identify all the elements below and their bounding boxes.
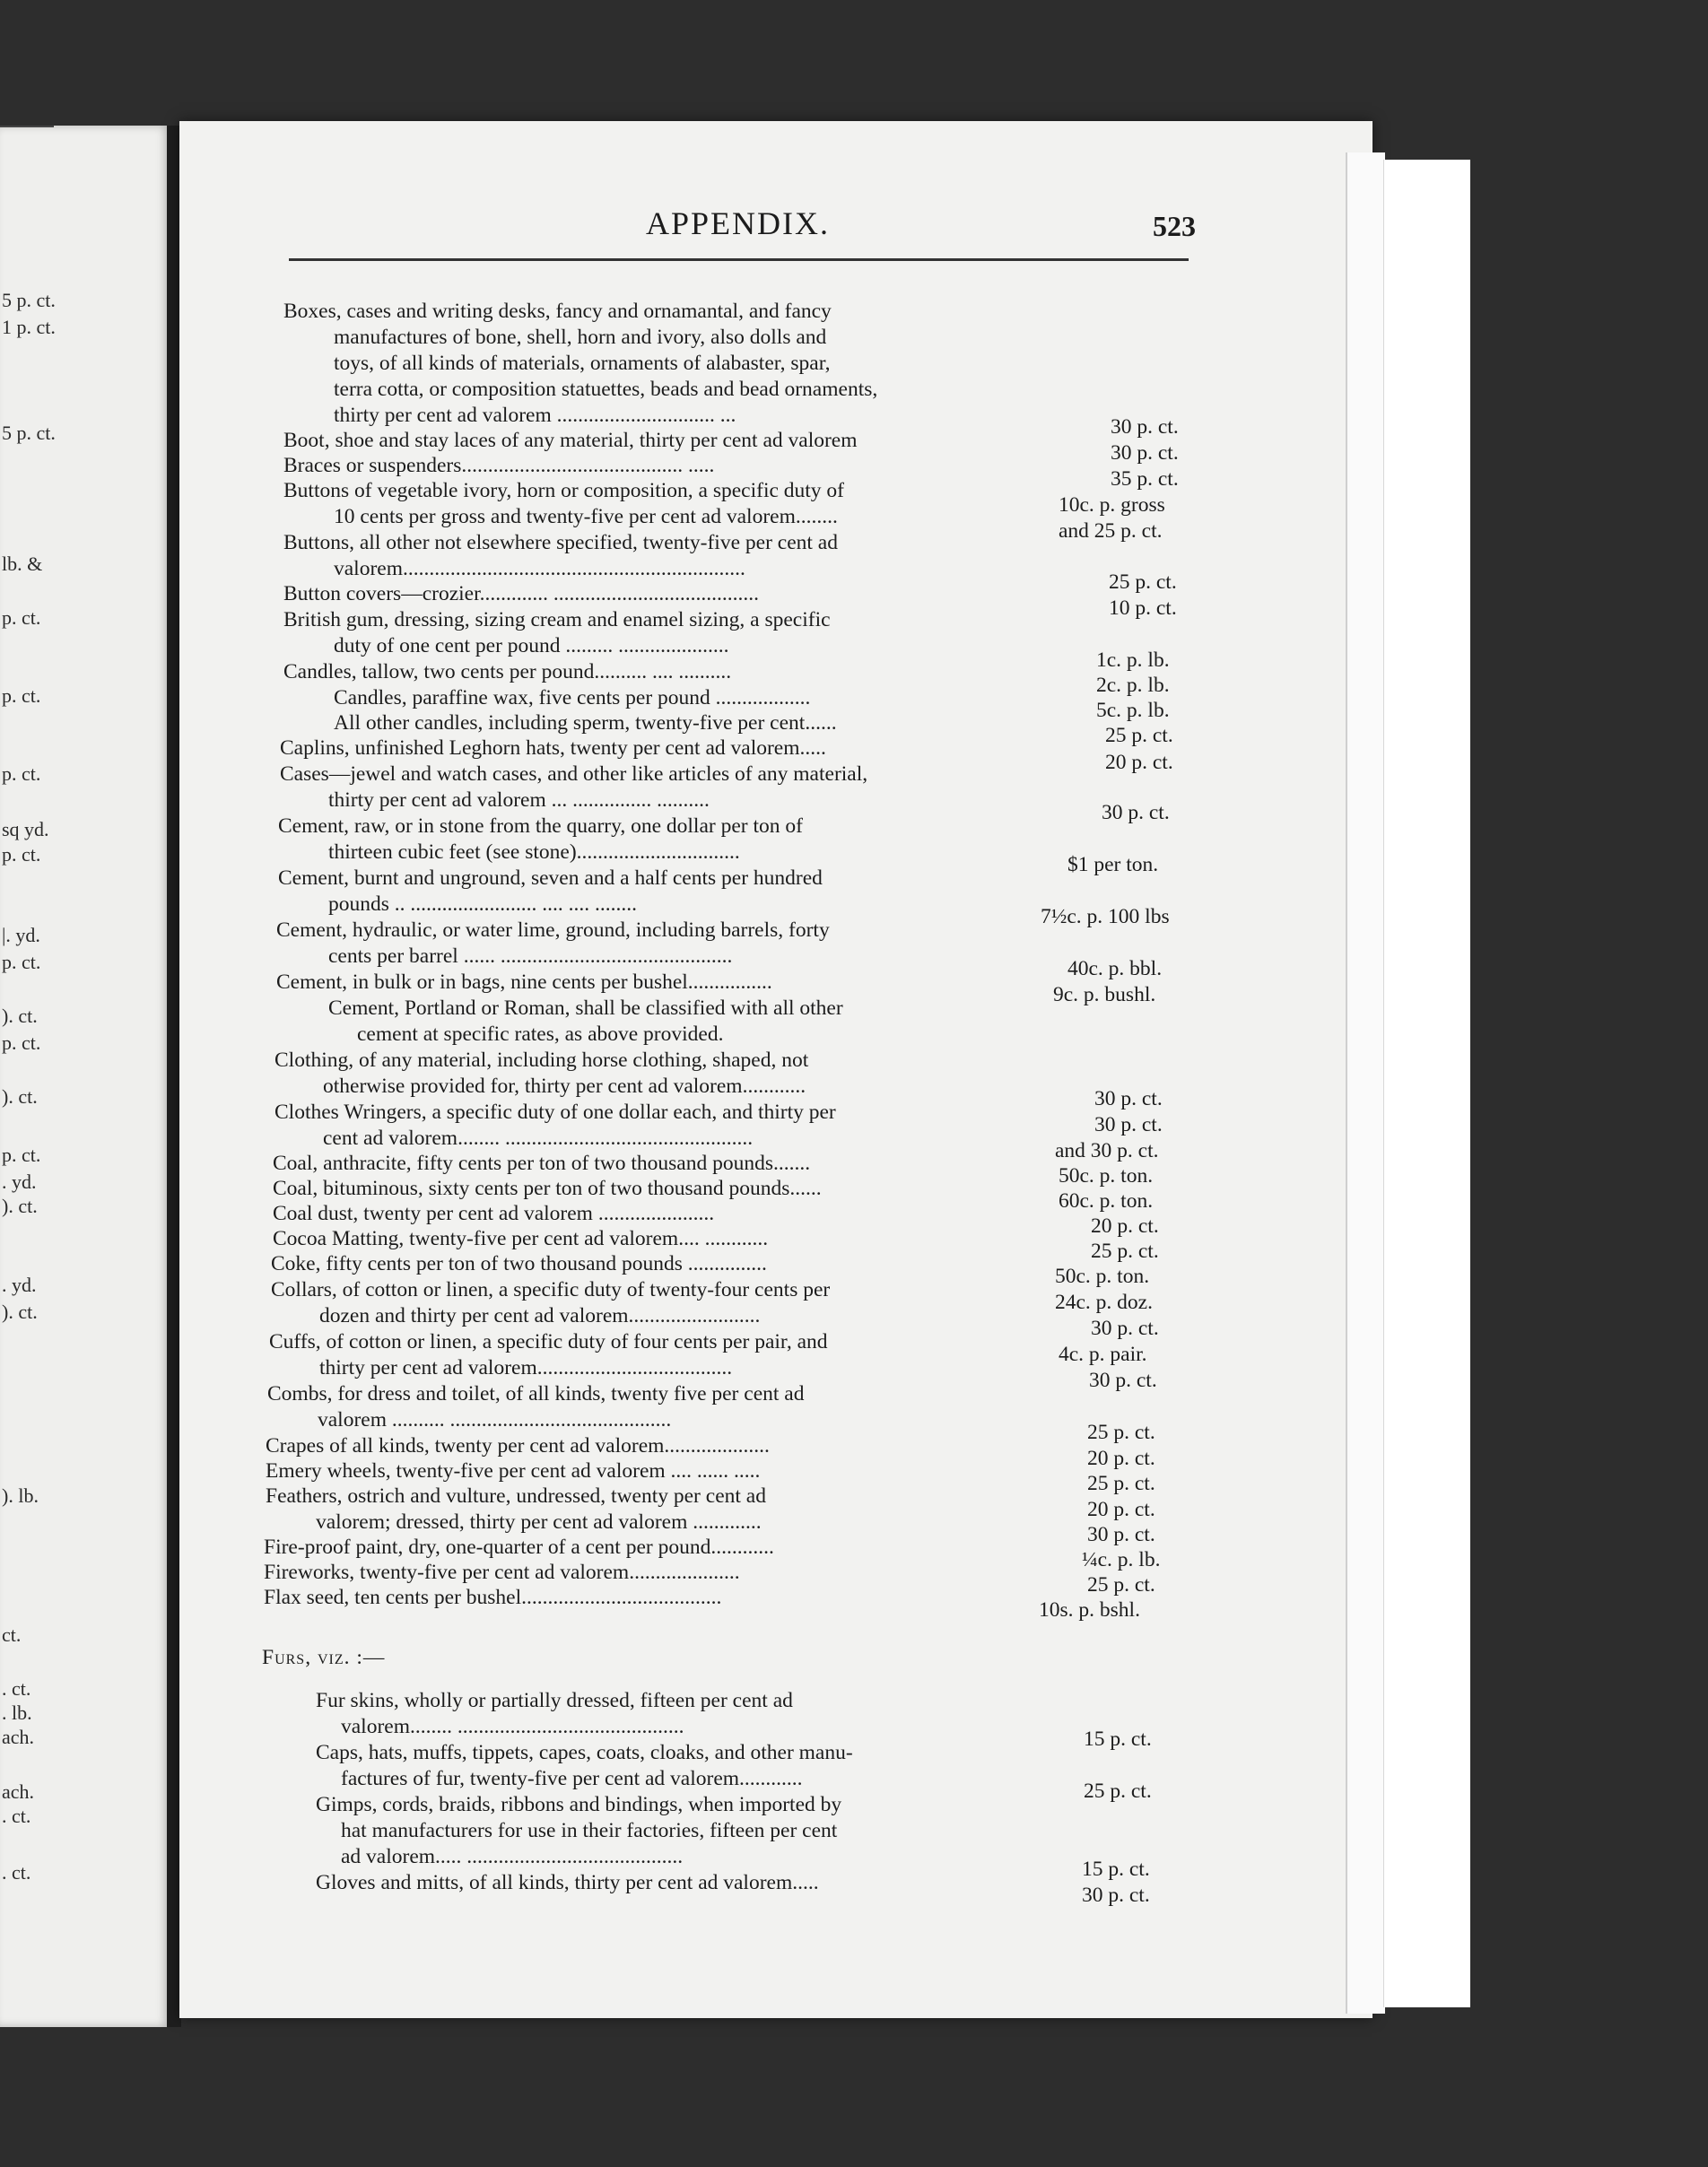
- rate-value: 25 p. ct.: [1109, 570, 1177, 594]
- left-page-fragment: . yd.: [2, 1274, 37, 1296]
- left-page-fragment: . ct.: [2, 1677, 31, 1700]
- entry-line: Flax seed, ten cents per bushel......................................: [264, 1586, 722, 1609]
- left-page-fragment: 5 p. ct.: [2, 289, 56, 311]
- entry-line: Cuffs, of cotton or linen, a specific duty of four cents per pair, and: [269, 1330, 828, 1353]
- entry-line: Candles, paraffine wax, five cents per pound ..................: [334, 686, 811, 709]
- entry-line: Cocoa Matting, twenty-five per cent ad valorem.... ............: [273, 1227, 769, 1250]
- entry-line: otherwise provided for, thirty per cent ad valorem............: [323, 1075, 806, 1098]
- left-page-fragment: p. ct.: [2, 951, 41, 973]
- entry-line: thirteen cubic feet (see stone)...............................: [328, 840, 740, 864]
- left-page-fragment: . yd.: [2, 1171, 37, 1193]
- entry-line: Furs, viz. :—: [262, 1646, 386, 1669]
- left-page-fragment: . ct.: [2, 1861, 31, 1884]
- rate-value: 10s. p. bshl.: [1039, 1598, 1140, 1622]
- rate-value: 25 p. ct.: [1091, 1240, 1159, 1263]
- rate-value: 30 p. ct.: [1094, 1087, 1163, 1110]
- rate-value: 2c. p. lb.: [1096, 674, 1170, 697]
- entry-line: Feathers, ostrich and vulture, undressed, twenty per cent ad: [266, 1484, 766, 1508]
- entry-line: Boot, shoe and stay laces of any material, thirty per cent ad valorem: [283, 429, 858, 452]
- entry-line: pounds .. ........................ .... .... ........: [328, 892, 638, 916]
- rate-value: 5c. p. lb.: [1096, 699, 1170, 722]
- entry-line: Clothing, of any material, including horse clothing, shaped, not: [274, 1049, 809, 1072]
- rate-value: 7½c. p. 100 lbs: [1041, 905, 1170, 928]
- rate-value: 25 p. ct.: [1087, 1421, 1155, 1444]
- page-stack-edge: [1346, 152, 1385, 2014]
- rate-value: 30 p. ct.: [1087, 1523, 1155, 1546]
- entry-line: Coal dust, twenty per cent ad valorem ......................: [273, 1202, 715, 1225]
- entry-line: Cement, in bulk or in bags, nine cents per bushel................: [276, 970, 772, 994]
- entry-line: cent ad valorem........ ...............................................: [323, 1127, 754, 1150]
- rate-value: 20 p. ct.: [1087, 1447, 1155, 1470]
- rate-value: 25 p. ct.: [1087, 1472, 1155, 1495]
- entry-line: terra cotta, or composition statuettes, beads and bead ornaments,: [334, 378, 878, 401]
- rate-value: 30 p. ct.: [1111, 441, 1179, 465]
- rate-value: 10 p. ct.: [1109, 596, 1177, 620]
- entry-line: ad valorem..... .........................................: [341, 1845, 684, 1868]
- rate-value: 20 p. ct.: [1105, 751, 1173, 774]
- left-page-fragment: |. yd.: [2, 924, 40, 946]
- entry-line: valorem........ ...........................................: [341, 1715, 684, 1738]
- left-page-fragment: p. ct.: [2, 1144, 41, 1166]
- left-page-fragment: ). ct.: [2, 1301, 38, 1323]
- rate-value: 24c. p. doz.: [1055, 1291, 1153, 1314]
- entry-line: Crapes of all kinds, twenty per cent ad valorem....................: [266, 1434, 770, 1458]
- left-page-fragment: p. ct.: [2, 606, 41, 629]
- rate-value: 20 p. ct.: [1091, 1214, 1159, 1238]
- rate-value: 10c. p. gross: [1059, 493, 1165, 517]
- entry-line: Gimps, cords, braids, ribbons and bindings, when imported by: [316, 1793, 842, 1816]
- left-page-fragment: ct.: [2, 1623, 22, 1646]
- running-header: APPENDIX.: [646, 205, 831, 241]
- entry-line: Collars, of cotton or linen, a specific duty of twenty-four cents per: [271, 1278, 831, 1301]
- left-page-rule: [0, 126, 54, 127]
- entry-line: Braces or suspenders.......................................... .....: [283, 454, 715, 477]
- left-page-fragment: ach.: [2, 1780, 35, 1803]
- rate-value: 25 p. ct.: [1084, 1780, 1152, 1803]
- entry-line: valorem.................................................................: [334, 557, 745, 580]
- entry-line: Cases—jewel and watch cases, and other like articles of any material,: [280, 762, 868, 786]
- entry-line: Emery wheels, twenty-five per cent ad valorem .... ...... .....: [266, 1459, 761, 1483]
- left-page-fragment: ). ct.: [2, 1195, 38, 1217]
- entry-line: valorem .......... ..........................................: [318, 1408, 672, 1432]
- entry-line: factures of fur, twenty-five per cent ad valorem............: [341, 1767, 803, 1790]
- entry-line: thirty per cent ad valorem.....................................: [319, 1356, 733, 1379]
- entry-line: toys, of all kinds of materials, ornaments of alabaster, spar,: [334, 352, 831, 375]
- entry-line: Clothes Wringers, a specific duty of one dollar each, and thirty per: [274, 1101, 836, 1124]
- rate-value: 25 p. ct.: [1105, 724, 1173, 747]
- entry-line: hat manufacturers for use in their factories, fifteen per cent: [341, 1819, 838, 1842]
- left-page-fragment: . lb.: [2, 1701, 32, 1724]
- entry-line: Combs, for dress and toilet, of all kinds, twenty five per cent ad: [267, 1382, 805, 1406]
- rate-value: 30 p. ct.: [1102, 801, 1170, 824]
- page-number: 523: [1153, 210, 1196, 242]
- entry-line: Cement, burnt and unground, seven and a half cents per hundred: [278, 866, 823, 890]
- rate-value: 30 p. ct.: [1094, 1113, 1163, 1136]
- left-page-fragment: p. ct.: [2, 762, 41, 785]
- rate-value: 40c. p. bbl.: [1068, 957, 1163, 980]
- entry-line: Candles, tallow, two cents per pound.......... .... ..........: [283, 660, 732, 683]
- rate-value: $1 per ton.: [1068, 853, 1159, 876]
- entry-line: dozen and thirty per cent ad valorem.........................: [319, 1304, 761, 1327]
- left-page-fragment: 5 p. ct.: [2, 422, 56, 444]
- entry-line: Boxes, cases and writing desks, fancy and ornamantal, and fancy: [283, 300, 832, 323]
- entry-line: thirty per cent ad valorem ... ............... ..........: [328, 788, 710, 812]
- entry-line: Caplins, unfinished Leghorn hats, twenty per cent ad valorem.....: [280, 736, 826, 760]
- entry-line: Buttons, all other not elsewhere specified, twenty-five per cent ad: [283, 531, 838, 554]
- rate-value: 35 p. ct.: [1111, 467, 1179, 491]
- entry-line: Fire-proof paint, dry, one-quarter of a cent per pound............: [264, 1536, 774, 1559]
- rate-value: ¼c. p. lb.: [1082, 1548, 1161, 1571]
- rate-value: 15 p. ct.: [1084, 1728, 1152, 1751]
- rate-value: 30 p. ct.: [1082, 1884, 1150, 1907]
- entry-line: Coal, bituminous, sixty cents per ton of two thousand pounds......: [273, 1177, 822, 1200]
- entry-line: valorem; dressed, thirty per cent ad valorem .............: [316, 1510, 762, 1534]
- entry-line: Caps, hats, muffs, tippets, capes, coats, cloaks, and other manu-: [316, 1741, 853, 1764]
- rate-value: 9c. p. bushl.: [1053, 983, 1156, 1006]
- rate-value: 50c. p. ton.: [1059, 1164, 1154, 1188]
- entry-line: Cement, hydraulic, or water lime, ground, including barrels, forty: [276, 918, 830, 942]
- rate-value: 20 p. ct.: [1087, 1498, 1155, 1521]
- entry-line: cents per barrel ...... ............................................: [328, 944, 733, 968]
- entry-line: 10 cents per gross and twenty-five per cent ad valorem........: [334, 505, 838, 528]
- entry-line: Buttons of vegetable ivory, horn or composition, a specific duty of: [283, 479, 845, 502]
- entry-line: Fur skins, wholly or partially dressed, fifteen per cent ad: [316, 1689, 793, 1712]
- left-page-fragment: ). ct.: [2, 1005, 38, 1027]
- entry-line: Cement, raw, or in stone from the quarry, one dollar per ton of: [278, 814, 803, 838]
- left-page-fragment: lb. &: [2, 553, 43, 575]
- entry-line: Cement, Portland or Roman, shall be classified with all other: [328, 996, 843, 1020]
- entry-line: Button covers—crozier............. .......................................: [283, 582, 759, 605]
- entry-line: Gloves and mitts, of all kinds, thirty per cent ad valorem.....: [316, 1871, 819, 1894]
- rate-value: 30 p. ct.: [1091, 1317, 1159, 1340]
- left-page-fragment: p. ct.: [2, 843, 41, 866]
- rate-value: 30 p. ct.: [1111, 415, 1179, 439]
- left-page-fragment: p. ct.: [2, 684, 41, 707]
- left-page-fragment: . ct.: [2, 1805, 31, 1827]
- left-page-fragment: ). lb.: [2, 1484, 39, 1507]
- entry-line: British gum, dressing, sizing cream and enamel sizing, a specific: [283, 608, 831, 631]
- rate-value: 25 p. ct.: [1087, 1573, 1155, 1597]
- rate-value: and 30 p. ct.: [1055, 1139, 1159, 1162]
- left-page-fragment: 1 p. ct.: [2, 316, 56, 338]
- left-page-fragment: ). ct.: [2, 1085, 38, 1108]
- entry-line: thirty per cent ad valorem .............................. ...: [334, 404, 736, 427]
- rate-value: and 25 p. ct.: [1059, 519, 1163, 543]
- rate-value: 60c. p. ton.: [1059, 1189, 1154, 1213]
- rate-value: 50c. p. ton.: [1055, 1265, 1150, 1288]
- left-page-fragment: ach.: [2, 1726, 35, 1748]
- rate-value: 4c. p. pair.: [1059, 1343, 1147, 1366]
- entry-line: All other candles, including sperm, twenty-five per cent......: [334, 711, 837, 735]
- page-stack-edge-outer: [1383, 160, 1470, 2007]
- header-rule: [289, 258, 1189, 261]
- rate-value: 30 p. ct.: [1089, 1369, 1157, 1392]
- entry-line: Fireworks, twenty-five per cent ad valorem.....................: [264, 1561, 740, 1584]
- entry-line: manufactures of bone, shell, horn and ivory, also dolls and: [334, 326, 827, 349]
- entry-line: cement at specific rates, as above provided.: [357, 1023, 724, 1046]
- rate-value: 1c. p. lb.: [1096, 648, 1170, 672]
- left-page-fragment: p. ct.: [2, 1031, 41, 1054]
- entry-line: Coke, fifty cents per ton of two thousand pounds ...............: [271, 1252, 767, 1275]
- rate-value: 15 p. ct.: [1082, 1858, 1150, 1881]
- entry-line: duty of one cent per pound ......... .....................: [334, 634, 729, 657]
- entry-line: Coal, anthracite, fifty cents per ton of two thousand pounds.......: [273, 1152, 811, 1175]
- left-page-fragment: sq yd.: [2, 818, 49, 840]
